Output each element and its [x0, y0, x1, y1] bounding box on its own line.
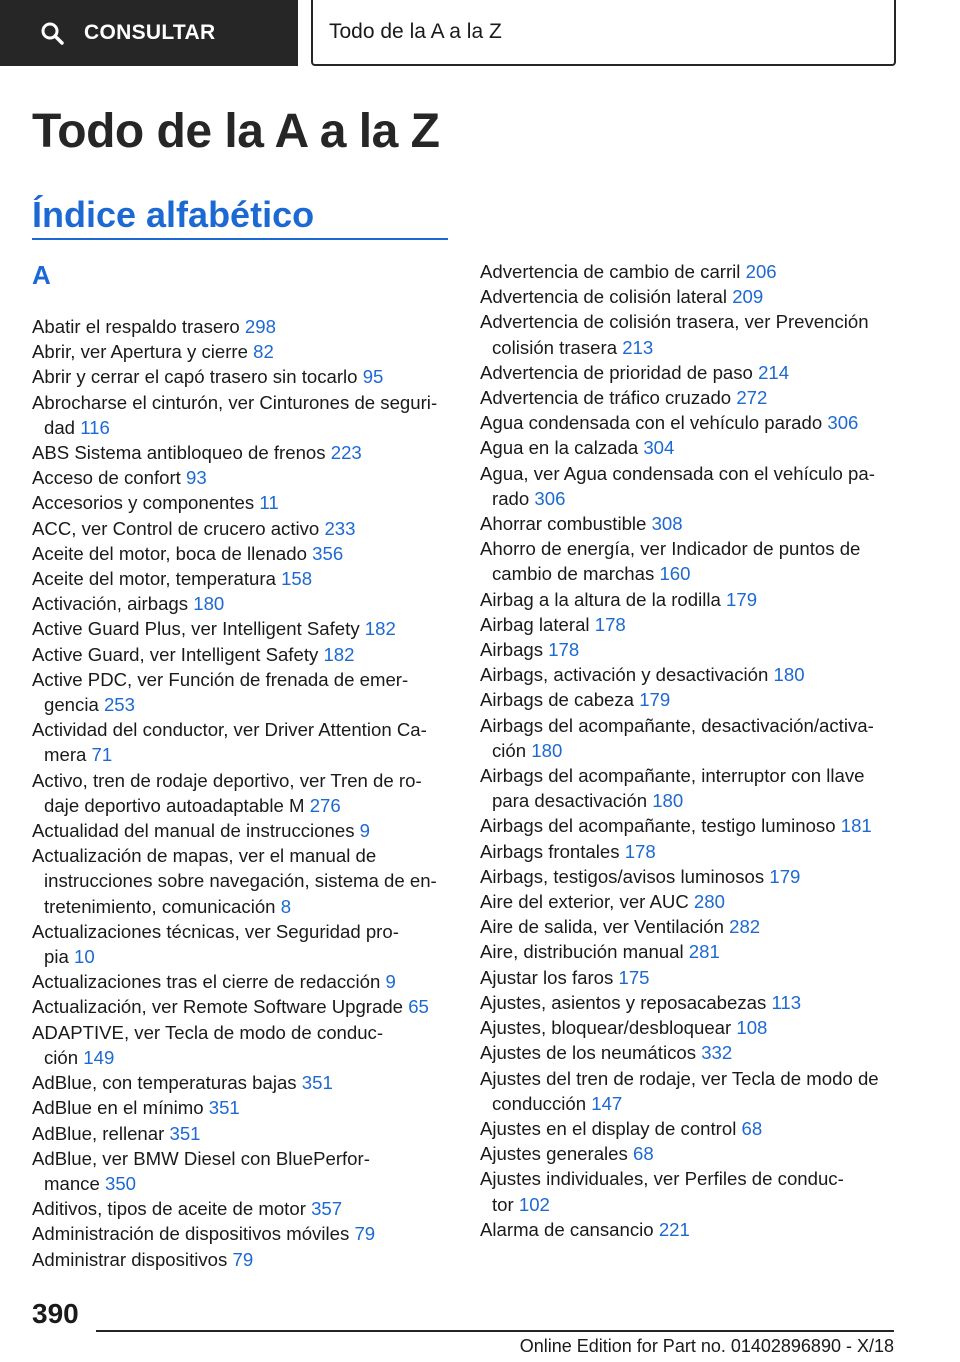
page-reference-link[interactable]: 304 — [643, 437, 675, 459]
chapter-tab[interactable] — [311, 0, 896, 66]
page-reference-link[interactable]: 206 — [745, 261, 777, 282]
page-reference-link[interactable]: 298 — [244, 316, 276, 337]
index-entry-text: Advertencia de prioridad de paso — [480, 361, 753, 383]
index-entry-text: Advertencia de tráfico cruzado — [480, 387, 732, 409]
index-entry-text: Airbags de cabeza — [480, 689, 635, 711]
page-reference-link[interactable]: 233 — [324, 517, 356, 539]
page-reference-link[interactable]: 10 — [74, 946, 95, 968]
page-reference-link[interactable]: 351 — [169, 1122, 201, 1144]
index-entry-text: Ajustar los faros — [480, 966, 614, 988]
page-reference-link[interactable]: 282 — [729, 916, 761, 938]
index-entry — [480, 309, 900, 359]
index-entry-text: Actividad del conductor, ver Driver Attention Ca- mera — [32, 719, 427, 766]
page-reference-link[interactable]: 180 — [652, 790, 684, 812]
index-entry-text: Airbag lateral — [480, 613, 590, 635]
index-entry — [480, 1141, 900, 1166]
index-entry-text: Abrocharse el cinturón, ver Cinturones de seguri- dad — [32, 391, 438, 438]
page-reference-link[interactable]: 357 — [311, 1198, 343, 1220]
index-entry-text: Airbags — [480, 639, 544, 661]
index-entry-text: Ajustes individuales, ver Perfiles de conduc- tor — [480, 1168, 844, 1215]
page-reference-link[interactable]: 68 — [632, 1143, 654, 1165]
page-reference-link[interactable]: 93 — [186, 467, 207, 489]
index-entry — [32, 440, 452, 465]
footer-edition-text: Online Edition for Part no. 01402896890 - X/18 — [519, 1336, 894, 1356]
index-entry-text: Advertencia de colisión lateral — [480, 286, 728, 308]
page-reference-link[interactable]: 332 — [701, 1042, 733, 1064]
page-reference-link[interactable]: 9 — [359, 820, 371, 842]
page-reference-link[interactable]: 9 — [385, 971, 396, 993]
index-entry — [480, 813, 900, 838]
index-entry — [480, 939, 900, 964]
index-entry-text: Ahorrar combustible — [480, 513, 647, 535]
page-reference-link[interactable]: 158 — [281, 568, 313, 590]
page-reference-link[interactable]: 147 — [591, 1092, 623, 1114]
index-column-left — [32, 314, 452, 1272]
index-entry-text: Ajustes, asientos y reposacabezas — [480, 991, 767, 1013]
page-reference-link[interactable]: 180 — [193, 593, 225, 615]
page-reference-link[interactable]: 178 — [594, 613, 626, 635]
index-entry — [32, 1121, 452, 1146]
page-reference-link[interactable]: 181 — [840, 815, 872, 837]
chapter-title: Todo de la A a la Z — [32, 105, 440, 158]
index-entry — [32, 591, 452, 616]
index-entry-text: Actualidad del manual de instrucciones — [32, 820, 355, 842]
index-entry — [480, 763, 900, 813]
index-entry — [32, 364, 452, 389]
index-entry-text: Ajustes en el display de control — [480, 1117, 737, 1139]
index-entry-text: Aceite del motor, temperatura — [32, 568, 276, 590]
index-entry — [32, 1070, 452, 1095]
page-reference-link[interactable]: 213 — [622, 336, 654, 358]
index-entry — [32, 490, 452, 515]
index-entry — [32, 1196, 452, 1221]
index-entry-text: AdBlue en el mínimo — [32, 1097, 204, 1119]
index-entry — [32, 768, 452, 818]
page-reference-link[interactable]: 68 — [741, 1117, 763, 1139]
index-entry — [480, 360, 900, 385]
index-entry — [32, 717, 452, 767]
page-reference-link[interactable]: 281 — [688, 941, 720, 963]
page-reference-link[interactable]: 82 — [253, 341, 274, 363]
index-entry-text: Ajustes del tren de rodaje, ver Tecla de modo de conducción — [480, 1067, 879, 1114]
page-reference-link[interactable]: 182 — [323, 643, 355, 665]
index-entry-text: Ajustes, bloquear/desbloquear — [480, 1017, 732, 1039]
index-entry-text: Accesorios y componentes — [32, 492, 255, 514]
page-reference-link[interactable]: 79 — [354, 1223, 376, 1245]
page-reference-link[interactable]: 102 — [518, 1193, 550, 1215]
index-entry-text: Ajustes generales — [480, 1143, 628, 1165]
page-reference-link[interactable]: 79 — [232, 1248, 254, 1270]
index-entry-text: Airbags del acompañante, interruptor con llave para desactivación — [480, 765, 865, 812]
index-entry — [480, 687, 900, 712]
index-entry-text: Alarma de cansancio — [480, 1218, 654, 1240]
index-entry-text: ABS Sistema antibloqueo de frenos — [32, 442, 326, 464]
index-entry — [32, 616, 452, 641]
page-reference-link[interactable]: 306 — [534, 487, 566, 509]
index-entry-text: Actualizaciones técnicas, ver Seguridad pro- pia — [32, 920, 399, 968]
index-entry-text: ACC, ver Control de crucero activo — [32, 517, 320, 539]
page-reference-link[interactable]: 214 — [758, 361, 790, 383]
index-entry-text: Agua, ver Agua condensada con el vehículo pa- rado — [480, 462, 875, 509]
index-entry-text: Aire del exterior, ver AUC — [480, 891, 689, 913]
index-entry — [480, 536, 900, 586]
section-divider — [32, 238, 448, 240]
index-entry-text: Actualización de mapas, ver el manual de instrucciones sobre navegación, sistema de en- tretenimiento, comunicación — [32, 845, 437, 917]
index-entry — [32, 1221, 452, 1246]
index-entry — [32, 541, 452, 566]
page-reference-link[interactable]: 306 — [827, 412, 859, 434]
page-reference-link[interactable]: 108 — [736, 1017, 768, 1039]
index-entry-text: AdBlue, rellenar — [32, 1122, 165, 1144]
index-entry-text: Administración de dispositivos móviles — [32, 1223, 350, 1245]
page-reference-link[interactable]: 308 — [651, 513, 683, 535]
index-entry-text: Abatir el respaldo trasero — [32, 316, 240, 337]
page-reference-link[interactable]: 175 — [618, 966, 650, 988]
page-reference-link[interactable]: 179 — [726, 588, 758, 610]
page-reference-link[interactable]: 113 — [771, 991, 802, 1013]
page-reference-link[interactable]: 180 — [531, 739, 563, 761]
index-entry — [480, 612, 900, 637]
index-entry-text: Airbags del acompañante, desactivación/activa- ción — [480, 714, 874, 761]
index-entry-text: Active Guard, ver Intelligent Safety — [32, 643, 319, 665]
consult-label: CONSULTAR — [84, 21, 216, 44]
index-entry — [480, 990, 900, 1015]
index-entry — [480, 284, 900, 309]
page-reference-link[interactable]: 116 — [80, 416, 110, 438]
page-reference-link[interactable]: 272 — [736, 387, 768, 409]
index-entry — [480, 410, 900, 435]
page-reference-link[interactable]: 350 — [104, 1172, 137, 1194]
index-entry — [480, 435, 900, 460]
index-entry — [32, 566, 452, 591]
index-entry — [480, 385, 900, 410]
page-reference-link[interactable]: 280 — [693, 891, 725, 913]
index-entry-text: Aceite del motor, boca de llenado — [32, 542, 307, 564]
index-entry — [32, 818, 452, 843]
index-entry-text: Administrar dispositivos — [32, 1248, 228, 1270]
index-entry — [32, 1146, 452, 1196]
index-entry — [32, 339, 452, 364]
index-entry — [32, 465, 452, 490]
page-reference-link[interactable]: 253 — [103, 694, 135, 716]
index-entry — [32, 314, 452, 339]
page-reference-link[interactable]: 71 — [91, 744, 113, 766]
index-entry — [480, 914, 900, 939]
page-reference-link[interactable]: 351 — [208, 1097, 240, 1119]
index-entry — [480, 713, 900, 763]
index-entry — [32, 516, 452, 541]
index-entry — [32, 994, 452, 1019]
page-reference-link[interactable]: 182 — [364, 618, 396, 640]
index-entry-text: AdBlue, ver BMW Diesel con BluePerfor- mance — [32, 1147, 370, 1194]
index-entry-text: Aire de salida, ver Ventilación — [480, 916, 724, 938]
page-reference-link[interactable]: 178 — [624, 840, 656, 862]
index-entry — [32, 843, 452, 919]
page-reference-link[interactable]: 276 — [309, 794, 341, 816]
index-entry — [480, 1116, 900, 1141]
index-entry — [480, 864, 900, 889]
index-entry-text: Airbags, testigos/avisos luminosos — [480, 865, 765, 887]
index-entry-text: Activación, airbags — [32, 593, 189, 615]
page-reference-link[interactable]: 223 — [330, 442, 362, 464]
index-entry — [480, 1217, 900, 1242]
chapter-tab-label: Todo de la A a la Z — [329, 20, 502, 43]
top-navigation-bar — [0, 0, 960, 66]
page-reference-link[interactable]: 95 — [362, 366, 384, 388]
index-entry — [32, 667, 452, 717]
index-entry-text: Active Guard Plus, ver Intelligent Safety — [32, 618, 360, 640]
page-reference-link[interactable]: 221 — [658, 1218, 690, 1240]
page-reference-link[interactable]: 160 — [659, 563, 691, 585]
footer-divider — [96, 1330, 894, 1332]
index-entry — [480, 587, 900, 612]
index-entry-text: Aire, distribución manual — [480, 941, 684, 963]
index-entry — [480, 511, 900, 536]
index-entry-text: Airbags del acompañante, testigo luminoso — [480, 815, 836, 837]
page-reference-link[interactable]: 179 — [769, 865, 801, 887]
index-entry — [32, 969, 452, 994]
page-reference-link[interactable]: 209 — [732, 286, 764, 308]
index-entry-text: Advertencia de cambio de carril — [480, 261, 741, 282]
index-column-right — [480, 259, 900, 1242]
index-entry-text: Ahorro de energía, ver Indicador de puntos de cambio de marchas — [480, 538, 861, 585]
index-entry-text: Airbags, activación y desactivación — [480, 664, 769, 686]
index-entry-text: Actualizaciones tras el cierre de redacción — [32, 971, 381, 993]
index-entry-text: Actualización, ver Remote Software Upgrade — [32, 996, 404, 1018]
index-entry — [32, 390, 452, 440]
index-entry — [480, 1066, 900, 1116]
page-reference-link[interactable]: 11 — [259, 492, 279, 514]
index-entry-text: Advertencia de colisión trasera, ver Prevención colisión trasera — [480, 311, 869, 358]
index-letter-heading: A — [32, 260, 51, 290]
index-entry-text: Activo, tren de rodaje deportivo, ver Tren de ro- daje deportivo autoadaptable M — [32, 769, 422, 816]
page-reference-link[interactable]: 8 — [280, 895, 292, 917]
index-entry — [32, 919, 452, 969]
index-entry-text: Abrir y cerrar el capó trasero sin tocarlo — [32, 366, 358, 388]
index-entry-text: Agua en la calzada — [480, 437, 639, 459]
index-entry — [480, 461, 900, 511]
index-entry-text: Acceso de confort — [32, 467, 181, 489]
consult-tab[interactable] — [0, 0, 298, 66]
search-icon — [40, 20, 66, 46]
index-entry — [480, 637, 900, 662]
page-number: 390 — [32, 1298, 79, 1329]
index-entry-text: AdBlue, con temperaturas bajas — [32, 1072, 297, 1094]
index-entry — [32, 1247, 452, 1272]
index-entry — [480, 889, 900, 914]
page-reference-link[interactable]: 180 — [773, 664, 805, 686]
index-entry-text: Aditivos, tipos de aceite de motor — [32, 1198, 306, 1220]
index-entry-text: Airbags frontales — [480, 840, 620, 862]
section-title: Índice alfabético — [32, 194, 315, 235]
index-entry — [480, 259, 900, 284]
page-reference-link[interactable]: 178 — [548, 639, 580, 661]
index-entry — [480, 965, 900, 990]
index-entry-text: Agua condensada con el vehículo parado — [480, 412, 823, 434]
index-entry — [480, 662, 900, 687]
page-reference-link[interactable]: 356 — [312, 542, 344, 564]
page-reference-link[interactable]: 65 — [408, 996, 429, 1018]
index-entry — [32, 1020, 452, 1070]
page-reference-link[interactable]: 351 — [301, 1072, 333, 1094]
index-entry — [480, 1166, 900, 1216]
page-reference-link[interactable]: 149 — [83, 1046, 115, 1068]
index-entry — [480, 1015, 900, 1040]
index-entry — [480, 839, 900, 864]
index-entry-text: Abrir, ver Apertura y cierre — [32, 341, 248, 363]
page-reference-link[interactable]: 179 — [639, 689, 671, 711]
index-entry — [480, 1040, 900, 1065]
index-entry-text: ADAPTIVE, ver Tecla de modo de conduc- ción — [32, 1021, 384, 1068]
index-entry — [32, 1095, 452, 1120]
index-entry-text: Airbag a la altura de la rodilla — [480, 588, 721, 610]
index-entry — [32, 642, 452, 667]
index-entry-text: Active PDC, ver Función de frenada de emer- gencia — [32, 668, 409, 716]
index-entry-text: Ajustes de los neumáticos — [480, 1042, 697, 1064]
